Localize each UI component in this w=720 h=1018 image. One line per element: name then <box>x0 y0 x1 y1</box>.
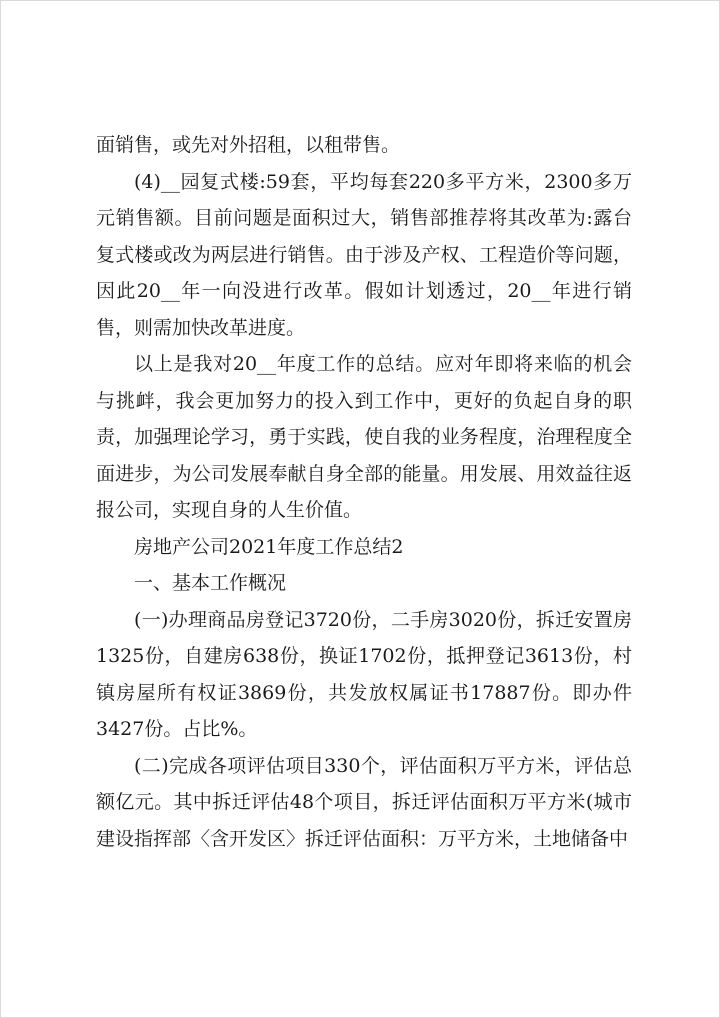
paragraph-6: (一)办理商品房登记3720份，二手房3020份，拆迁安置房1325份，自建房638份，换证1702份，抵押登记3613份，村镇房屋所有权证3869份，共发放权属证书17887份。即办件3427份。占比%。 <box>96 608 632 740</box>
section-heading: 一、基本工作概况 <box>134 572 287 594</box>
paragraph-3: 以上是我对20__年度工作的总结。应对年即将来临的机会与挑衅，我会更加努力的投入到工作中，更好的负起自身的职责，加强理论学习，勇于实践，使自我的业务程度，治理程度全面进步，为公司发展奉献自身全部的能量。用发展、用效益往返报公司，实现自身的人生价值。 <box>96 353 632 521</box>
paragraph-7: (二)完成各项评估项目330个，评估面积万平方米，评估总额亿元。其中拆迁评估48个项目，拆迁评估面积万平方米(城市建设指挥部〈含开发区〉拆迁评估面积：万平方米，土地储备中 <box>96 754 632 850</box>
paragraph-2: (4)__园复式楼:59套，平均每套220多平方米，2300多万元销售额。目前问题是面积过大，销售部推荐将其改革为:露台复式楼或改为两层进行销售。由于涉及产权、工程造价等问题，因此20__年一向没进行改革。假如计划透过，20__年进行销售，则需加快改革进度。 <box>96 170 632 339</box>
paragraph-1: 面销售，或先对外招租，以租带售。 <box>96 134 401 156</box>
document-body <box>96 127 632 857</box>
section-title: 房地产公司2021年度工作总结2 <box>134 535 404 558</box>
